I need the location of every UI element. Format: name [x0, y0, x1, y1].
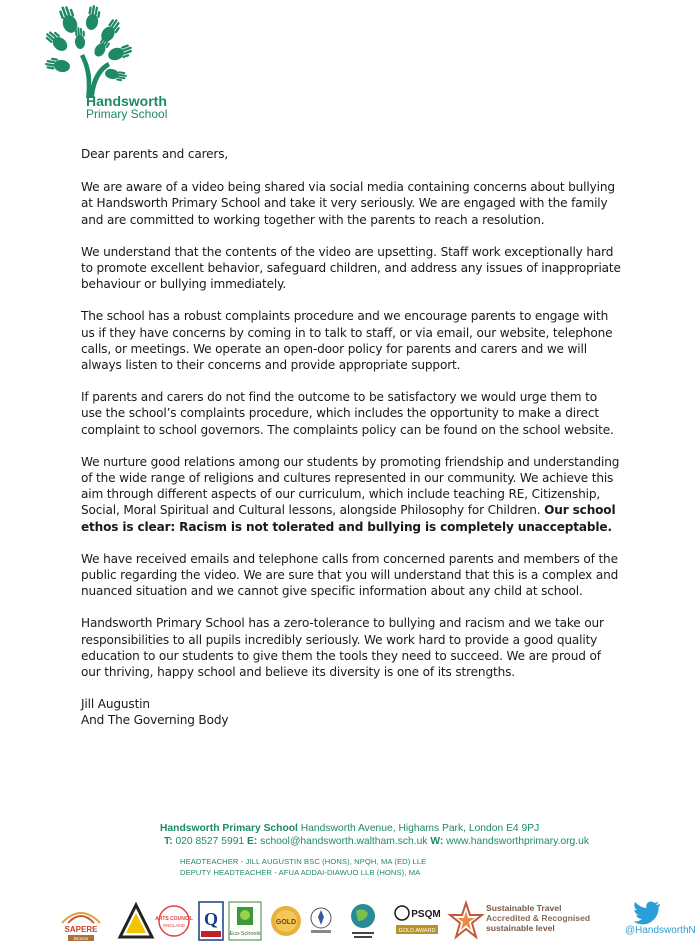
letter-paragraph-7: Handsworth Primary School has a zero-tolerance to bullying and racism and we take our responsibilities to all pupils incredibly seriously. We work hard to provide a good quality education to our students to give them the tools they need to succeed. We are proud of our thriving, happy school and believe its diversity is one of its strengths.	[81, 616, 604, 680]
letter-paragraph-2: We understand that the contents of the video are upsetting. Staff work exceptionally hard to promote excellent behavior, safeguard children, and address any issues of inappropriate behaviour or bullying immediately.	[81, 244, 621, 292]
paragraph-5-text: We nurture good relations among our students by promoting friendship and understanding of the wide range of religions and cultures represented in our community. We achieve this aim through different aspects of our curriculum, which include teaching RE, Citizenship, Social, Moral Spiritual and Cultural lessons, alongside Philosophy for Children.	[81, 454, 620, 518]
sapere-badge-icon	[58, 901, 104, 943]
footer-phone: 020 8527 5991	[172, 836, 248, 847]
letter-paragraph-6: We have received emails and telephone calls from concerned parents and members of the public regarding the video. We are sure that you will understand that this is a complex and nuanced situation and we cannot give specific information about any child at school.	[81, 551, 619, 599]
sapere-sub-label: Bronze	[73, 936, 89, 941]
eco-schools-label: Eco-Schools	[229, 931, 261, 937]
logo-school-subtitle: Primary School	[86, 107, 168, 121]
mark-badge-icon	[118, 903, 154, 941]
globe-badge-icon	[348, 901, 378, 943]
gold-label: GOLD	[275, 919, 297, 926]
arts-council-label: ARTS COUNCIL	[155, 916, 193, 922]
letter-paragraph-4: If parents and carers do not find the outcome to be satisfactory we would urge them to use the school’s complaints procedure, which includes the opportunity to make a direct complaint to school governors. The complaints policy can be found on the school website.	[81, 390, 614, 437]
letter-greeting: Dear parents and carers,	[81, 147, 229, 161]
logo-school-name: Handsworth	[86, 93, 167, 109]
sapere-label: SAPERE	[64, 925, 98, 934]
footer-deputy: DEPUTY HEADTEACHER - AFUA ADDAI-DIAWUO LLB (HONS), MA	[180, 868, 421, 877]
footer-w-label: W:	[430, 836, 444, 847]
letter-body	[81, 146, 621, 729]
footer-address: Handsworth Avenue, Highams Park, London E4 9PJ	[297, 823, 540, 834]
footer-t-label: T:	[164, 836, 173, 847]
gold-award-badge-icon	[268, 904, 304, 938]
arts-council-sub-label: ENGLAND	[163, 923, 185, 928]
psqm-sub-label: GOLD AWARD	[398, 928, 436, 934]
footer-email: school@handsworth.waltham.sch.uk	[257, 836, 431, 847]
footer-contact	[160, 822, 630, 878]
footer-website: www.handsworthprimary.org.uk	[443, 836, 590, 847]
arts-council-badge-icon	[156, 899, 192, 943]
eco-schools-badge-icon	[228, 901, 262, 941]
letter-paragraph-5	[81, 454, 621, 535]
signature-org: And The Governing Body	[81, 713, 229, 728]
twitter-bird-icon	[632, 901, 662, 923]
quality-mark-badge-icon	[198, 901, 224, 941]
twitter-handle[interactable]: @HandsworthN	[625, 925, 696, 936]
svg-text:Q: Q	[203, 909, 219, 929]
footer-contact-line	[164, 835, 630, 848]
st-line-2: Accredited & Recognised	[486, 913, 591, 923]
footer-school-name: Handsworth Primary School	[160, 823, 298, 834]
footer-address-line	[160, 822, 630, 835]
ethos-statement: Our school ethos is clear: Racism is not tolerated and bullying is completely unacceptable.	[81, 503, 616, 534]
emblem-badge-icon	[308, 905, 334, 935]
psqm-label: PSQM	[411, 909, 441, 920]
letter-paragraph-3: The school has a robust complaints procedure and we encourage parents to engage with us if they have concerns by coming in to talk to staff, or via email, our website, telephone calls, or meetings. We operate an open-door policy for parents and carers and we will always listen to their concerns and provide appropriate support.	[81, 309, 613, 373]
logo-text	[86, 94, 167, 121]
st-line-3: sustainable level	[486, 923, 555, 933]
footer-e-label: E:	[247, 836, 258, 847]
signature-name: Jill Augustin	[81, 697, 150, 712]
letter-paragraph-1: We are aware of a video being shared via social media containing concerns about bullying at Handsworth Primary School and take it very seriously. We are engaged with the family and are committed to working together with the parents to reach a resolution.	[81, 180, 615, 227]
st-line-1: Sustainable Travel	[486, 903, 562, 913]
psqm-badge-icon	[392, 901, 442, 941]
sustainable-travel-star-icon	[448, 901, 484, 941]
sustainable-travel-text	[486, 903, 590, 933]
footer-headteacher: HEADTEACHER - JILL AUGUSTIN BSC (HONS), NPQH, MA (ED) LLE	[180, 857, 427, 866]
